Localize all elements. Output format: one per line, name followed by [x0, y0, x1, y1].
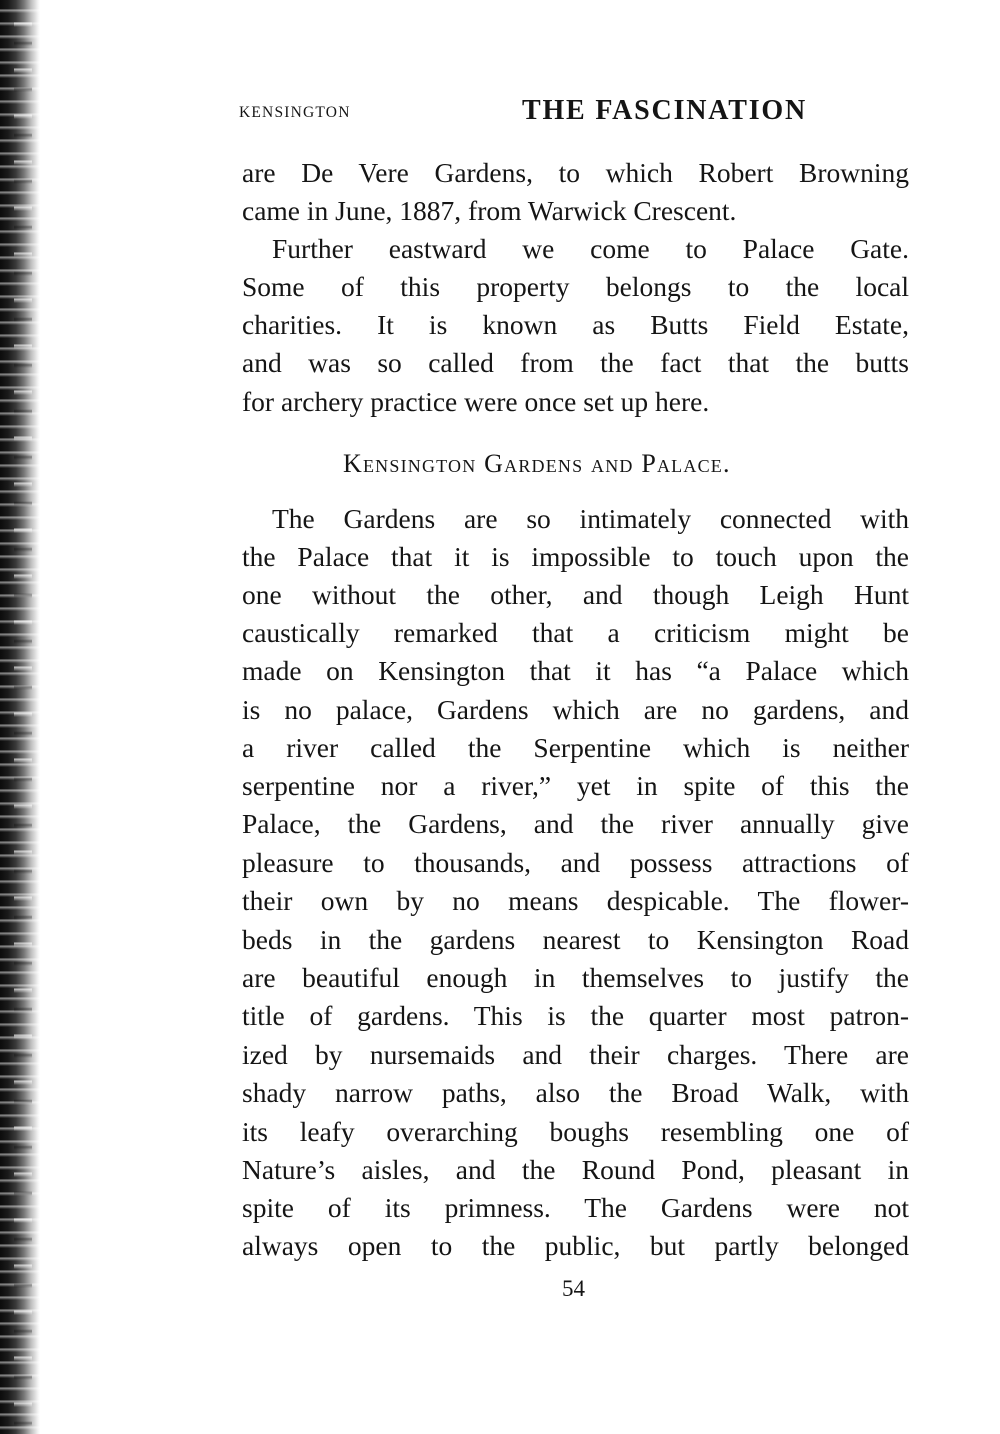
text-line: serpentine nor a river,” yet in spite of this the [242, 770, 909, 801]
text-line: one without the other, and though Leigh Hunt [242, 579, 909, 610]
page-number: 54 [562, 1276, 585, 1301]
text-line: beds in the gardens nearest to Kensington Road [242, 924, 909, 955]
text-line: their own by no means despicable. The flower- [242, 885, 909, 916]
text-line: Nature’s aisles, and the Round Pond, pleasant in [242, 1154, 909, 1185]
text-line: came in June, 1887, from Warwick Crescent. [242, 195, 737, 226]
text-line: its leafy overarching boughs resembling one of [242, 1116, 909, 1147]
text-line: a river called the Serpentine which is neither [242, 732, 909, 763]
text-line: are beautiful enough in themselves to justify the [242, 962, 909, 993]
text-line: Palace, the Gardens, and the river annually give [242, 808, 909, 839]
text-line: and was so called from the fact that the butts [242, 347, 909, 378]
text-line: made on Kensington that it has “a Palace which [242, 655, 909, 686]
section-heading: Kensington Gardens and Palace. [343, 449, 731, 478]
running-head-title: THE FASCINATION [522, 95, 808, 126]
text-line: shady narrow paths, also the Broad Walk, with [242, 1077, 909, 1108]
text-line: charities. It is known as Butts Field Estate, [242, 309, 909, 340]
text-line: for archery practice were once set up here. [242, 386, 710, 417]
text-line: spite of its primness. The Gardens were not [242, 1192, 909, 1223]
text-line: pleasure to thousands, and possess attractions of [242, 847, 909, 878]
text-line: are De Vere Gardens, to which Robert Browning [242, 157, 909, 188]
text-line: is no palace, Gardens which are no gardens, and [242, 694, 909, 725]
text-line: the Palace that it is impossible to touch upon the [242, 541, 909, 572]
text-line: Further eastward we come to Palace Gate. [272, 233, 909, 264]
text-line: The Gardens are so intimately connected with [272, 503, 909, 534]
text-line: ized by nursemaids and their charges. There are [242, 1039, 909, 1070]
running-head-left: KENSINGTON [239, 104, 351, 121]
text-line: always open to the public, but partly belonged [242, 1230, 909, 1261]
text-line: caustically remarked that a criticism might be [242, 617, 909, 648]
text-line: title of gardens. This is the quarter most patron- [242, 1000, 909, 1031]
book-spine-edge [0, 0, 40, 1434]
text-line: Some of this property belongs to the local [242, 271, 909, 302]
